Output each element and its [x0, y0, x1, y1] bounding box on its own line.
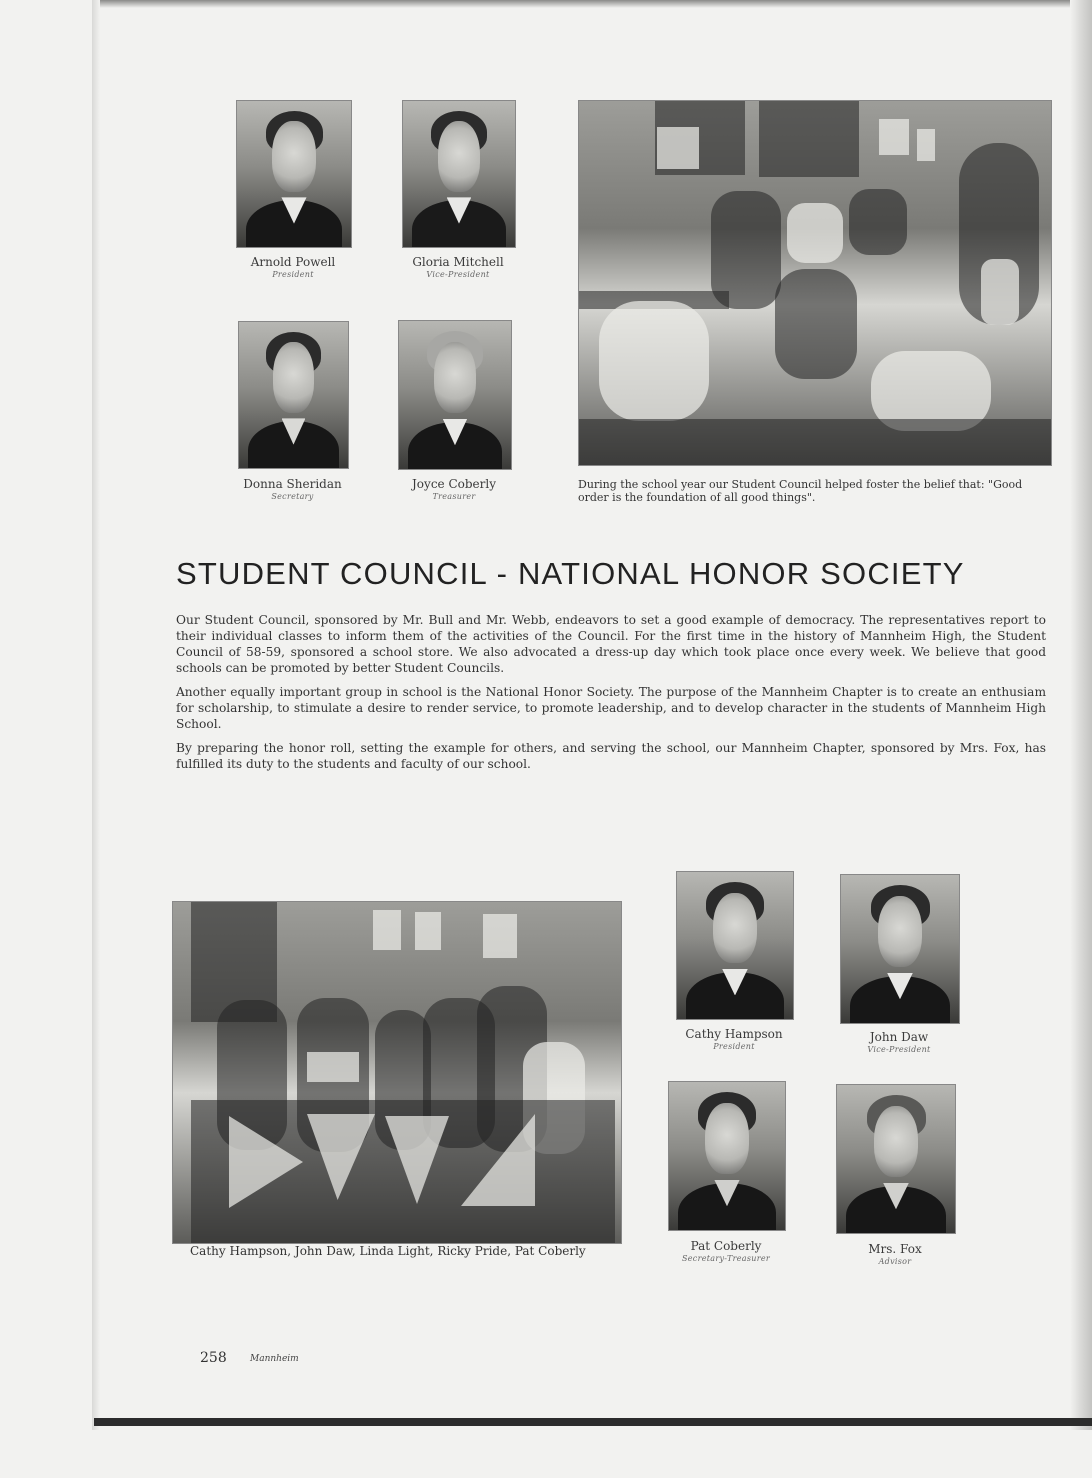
portrait-cathy-hampson [676, 871, 794, 1020]
honor-society-group-photo [172, 901, 622, 1244]
paragraph-honor-society-purpose: Another equally important group in school is the National Honor Society. The purpose of the Mannheim Chapter is to create an enthusiam for scholarship, to stimulate a desire to render service, to promote leadership, and to develop character in the students of Mannheim High School. [176, 685, 1046, 731]
caption-name: Mrs. Fox [868, 1242, 922, 1256]
caption-role: Vice-President [426, 270, 490, 279]
caption-role: President [272, 270, 314, 279]
caption-role: President [713, 1042, 755, 1051]
page-top-edge [96, 0, 1092, 8]
portrait-pat-coberly [668, 1081, 786, 1231]
portrait-john-daw [840, 874, 960, 1024]
classroom-caption: During the school year our Student Council helped foster the belief that: "Good order is the foundation of all good things". [578, 478, 1023, 504]
caption-role: Secretary-Treasurer [681, 1254, 770, 1263]
caption-role: Vice-President [867, 1045, 931, 1054]
caption-name: Donna Sheridan [243, 477, 342, 491]
caption-name: Cathy Hampson [685, 1027, 783, 1041]
page-title: STUDENT COUNCIL - NATIONAL HONOR SOCIETY [176, 556, 965, 591]
portrait-mrs-fox [836, 1084, 956, 1234]
caption-role: Treasurer [432, 492, 476, 501]
portrait-gloria-mitchell [402, 100, 516, 248]
page-number: 258 [200, 1350, 227, 1366]
student-council-classroom-photo [578, 100, 1052, 466]
caption-role: Secretary [271, 492, 314, 501]
paragraph-student-council: Our Student Council, sponsored by Mr. Bull and Mr. Webb, endeavors to set a good example of democracy. The representatives report to their individual classes to inform them of the activities of the Council. For the first time in the history of Mannheim High, the Student Council of 58-59, sponsored a school store. We also advocated a dress-up day which took place once every week. We believe that good schools can be promoted by better Student Councils. [176, 613, 1046, 675]
page-left-edge [92, 0, 100, 1430]
page-right-edge [1070, 0, 1092, 1430]
caption-name: John Daw [869, 1030, 929, 1044]
caption-name: Pat Coberly [690, 1239, 762, 1253]
paragraph-honor-society-duty: By preparing the honor roll, setting the example for others, and serving the school, our Mannheim Chapter, sponsored by Mrs. Fox, has fulfilled its duty to the students and faculty of our school. [176, 741, 1046, 771]
caption-name: Gloria Mitchell [412, 255, 504, 269]
group-photo-caption: Cathy Hampson, John Daw, Linda Light, Ricky Pride, Pat Coberly [190, 1244, 586, 1258]
page-bottom-edge [94, 1418, 1092, 1426]
portrait-arnold-powell [236, 100, 352, 248]
publication-name: Mannheim [250, 1354, 299, 1364]
portrait-joyce-coberly [398, 320, 512, 470]
article-body [176, 612, 1046, 780]
caption-name: Joyce Coberly [412, 477, 496, 491]
portrait-donna-sheridan [238, 321, 349, 469]
caption-role: Advisor [878, 1257, 912, 1266]
caption-name: Arnold Powell [250, 255, 336, 269]
